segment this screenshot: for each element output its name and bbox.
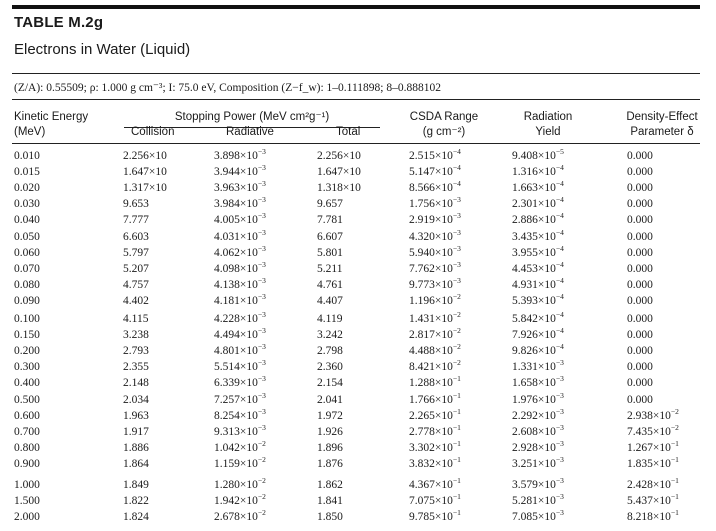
table-row: [0, 422, 716, 439]
cell-density-effect: $2.428\times 10^{-1}$: [627, 476, 679, 491]
cell-kinetic-energy: 0.040: [14, 214, 40, 227]
table-row: [0, 195, 716, 211]
cell-radiation-yield: $2.292\times 10^{-3}$: [512, 406, 564, 422]
cell-kinetic-energy: 0.070: [14, 262, 40, 275]
cell-density-effect: 0.000: [627, 345, 653, 358]
cell-radiative: $1.042\times 10^{-2}$: [214, 438, 266, 454]
cell-kinetic-energy: 0.200: [14, 345, 40, 358]
cell-csda-range: $4.488\times 10^{-2}$: [409, 342, 461, 358]
cell-density-effect: 0.000: [627, 198, 653, 211]
header-total: Total: [336, 126, 361, 138]
cell-collision: 4.115: [123, 313, 149, 325]
table-row: [0, 147, 716, 163]
cell-density-effect: $2.938\times 10^{-2}$: [627, 406, 679, 422]
cell-density-effect: $1.267\times 10^{-1}$: [627, 438, 679, 454]
cell-density-effect: $7.435\times 10^{-2}$: [627, 422, 679, 438]
cell-total: 6.607: [317, 230, 343, 243]
header-radiative: Radiative: [226, 126, 274, 138]
cell-total: 1.862: [317, 479, 343, 491]
cell-csda-range: $1.196\times 10^{-2}$: [409, 291, 461, 307]
cell-csda-range: $7.075\times 10^{-1}$: [409, 492, 461, 508]
table-subtitle: Electrons in Water (Liquid): [14, 41, 191, 58]
cell-radiative: $6.339\times 10^{-3}$: [214, 374, 266, 390]
cell-radiation-yield: $5.393\times 10^{-4}$: [512, 291, 564, 307]
cell-density-effect: 0.000: [627, 377, 653, 390]
cell-density-effect: 0.000: [627, 246, 653, 259]
cell-radiative: $5.514\times 10^{-3}$: [214, 358, 266, 374]
cell-kinetic-energy: 0.090: [14, 294, 40, 307]
cell-density-effect: 0.000: [627, 182, 653, 195]
table-row: [0, 227, 716, 244]
table-row: [0, 438, 716, 455]
cell-kinetic-energy: 0.150: [14, 329, 40, 342]
cell-radiative: $7.257\times 10^{-3}$: [214, 390, 266, 406]
cell-csda-range: $9.785\times 10^{-1}$: [409, 508, 461, 524]
cell-density-effect: 0.000: [627, 294, 653, 307]
cell-total: 7.781: [317, 214, 343, 227]
cell-collision: 5.797: [123, 246, 149, 259]
cell-kinetic-energy: 0.300: [14, 361, 40, 374]
cell-total: 1.876: [317, 457, 343, 470]
cell-collision: 1.917: [123, 425, 149, 438]
cell-collision: 2.256×10: [123, 150, 167, 162]
cell-total: 2.256×10: [317, 150, 361, 162]
table-row: [0, 179, 716, 195]
table-row: [0, 211, 716, 227]
cell-kinetic-energy: 0.100: [14, 313, 40, 325]
cell-csda-range: $4.320\times 10^{-3}$: [409, 227, 461, 243]
table-row: [0, 454, 716, 471]
cell-radiative: $1.280\times 10^{-2}$: [214, 476, 266, 491]
cell-csda-range: $1.288\times 10^{-1}$: [409, 374, 461, 390]
cell-radiation-yield: $9.408\times 10^{-5}$: [512, 147, 564, 162]
cell-kinetic-energy: 0.060: [14, 246, 40, 259]
table-row: [0, 163, 716, 179]
cell-kinetic-energy: 0.900: [14, 457, 40, 470]
cell-kinetic-energy: 0.400: [14, 377, 40, 390]
cell-radiative: $4.098\times 10^{-3}$: [214, 259, 266, 275]
cell-radiation-yield: $2.608\times 10^{-3}$: [512, 422, 564, 438]
table-row: [0, 291, 716, 308]
header-kinetic-energy: [14, 110, 88, 140]
cell-radiation-yield: $1.663\times 10^{-4}$: [512, 179, 564, 195]
cell-collision: 4.757: [123, 278, 149, 291]
cell-csda-range: $2.778\times 10^{-1}$: [409, 422, 461, 438]
cell-csda-range: $2.817\times 10^{-2}$: [409, 326, 461, 342]
cell-radiation-yield: $2.301\times 10^{-4}$: [512, 195, 564, 211]
cell-collision: 1.849: [123, 479, 149, 491]
cell-radiation-yield: $3.955\times 10^{-4}$: [512, 243, 564, 259]
table-row: [0, 476, 716, 492]
table-row: [0, 406, 716, 423]
cell-density-effect: 0.000: [627, 262, 653, 275]
cell-total: 1.896: [317, 441, 343, 454]
cell-radiation-yield: $7.926\times 10^{-4}$: [512, 326, 564, 342]
cell-kinetic-energy: 0.050: [14, 230, 40, 243]
header-radiation-yield-line1: Radiation: [523, 111, 573, 123]
cell-collision: 1.317×10: [123, 182, 167, 195]
cell-radiative: $3.944\times 10^{-3}$: [214, 163, 266, 179]
header-csda: [404, 110, 484, 140]
cell-total: 1.850: [317, 511, 343, 524]
cell-total: 4.119: [317, 313, 343, 325]
cell-csda-range: $2.515\times 10^{-4}$: [409, 147, 461, 162]
cell-total: 4.761: [317, 278, 343, 291]
cell-radiation-yield: $2.928\times 10^{-3}$: [512, 438, 564, 454]
cell-kinetic-energy: 1.000: [14, 479, 40, 491]
table-row: [0, 342, 716, 358]
cell-radiative: $2.678\times 10^{-2}$: [214, 508, 266, 524]
cell-density-effect: 0.000: [627, 230, 653, 243]
cell-total: 1.972: [317, 409, 343, 422]
cell-density-effect: 0.000: [627, 166, 653, 179]
cell-csda-range: $3.302\times 10^{-1}$: [409, 438, 461, 454]
cell-radiation-yield: $5.281\times 10^{-3}$: [512, 492, 564, 508]
cell-radiative: $4.181\times 10^{-3}$: [214, 291, 266, 307]
cell-kinetic-energy: 0.010: [14, 150, 40, 162]
cell-kinetic-energy: 0.800: [14, 441, 40, 454]
cell-radiative: $4.801\times 10^{-3}$: [214, 342, 266, 358]
cell-collision: 2.793: [123, 345, 149, 358]
table-row: [0, 243, 716, 260]
cell-radiation-yield: $2.886\times 10^{-4}$: [512, 211, 564, 227]
cell-csda-range: $5.940\times 10^{-3}$: [409, 243, 461, 259]
cell-density-effect: 0.000: [627, 329, 653, 342]
cell-csda-range: $5.147\times 10^{-4}$: [409, 163, 461, 179]
cell-total: 1.318×10: [317, 182, 361, 195]
cell-csda-range: $8.566\times 10^{-4}$: [409, 179, 461, 195]
cell-csda-range: $1.756\times 10^{-3}$: [409, 195, 461, 211]
cell-kinetic-energy: 2.000: [14, 511, 40, 524]
cell-collision: 2.148: [123, 377, 149, 390]
cell-kinetic-energy: 0.080: [14, 278, 40, 291]
header-csda-line1: CSDA Range: [409, 111, 479, 123]
cell-collision: 4.402: [123, 294, 149, 307]
cell-density-effect: 0.000: [627, 361, 653, 374]
cell-density-effect: 0.000: [627, 393, 653, 406]
table-row: [0, 492, 716, 508]
cell-radiative: $4.062\times 10^{-3}$: [214, 243, 266, 259]
cell-total: 5.211: [317, 262, 343, 275]
cell-csda-range: $9.773\times 10^{-3}$: [409, 275, 461, 291]
cell-total: 3.242: [317, 329, 343, 342]
cell-density-effect: $5.437\times 10^{-1}$: [627, 492, 679, 508]
cell-total: 2.041: [317, 393, 343, 406]
cell-kinetic-energy: 0.015: [14, 166, 40, 179]
header-radiation-yield: [508, 110, 588, 140]
cell-radiation-yield: $1.316\times 10^{-4}$: [512, 163, 564, 179]
cell-radiation-yield: $3.579\times 10^{-3}$: [512, 476, 564, 491]
cell-total: 2.360: [317, 361, 343, 374]
cell-kinetic-energy: 0.700: [14, 425, 40, 438]
table-row: [0, 275, 716, 292]
table-row: [0, 508, 716, 524]
rule-below-header: [12, 143, 700, 144]
cell-radiative: $4.005\times 10^{-3}$: [214, 211, 266, 227]
cell-radiative: $3.984\times 10^{-3}$: [214, 195, 266, 211]
header-density-effect-line1: Density-Effect: [626, 111, 698, 123]
header-density-effect-line2: Parameter δ: [630, 126, 694, 138]
header-csda-line2: (g cm⁻²): [422, 126, 466, 138]
cell-csda-range: $1.766\times 10^{-1}$: [409, 390, 461, 406]
header-collision: Collision: [131, 126, 175, 138]
cell-radiative: $4.494\times 10^{-3}$: [214, 326, 266, 342]
cell-csda-range: $4.367\times 10^{-1}$: [409, 476, 461, 491]
cell-radiation-yield: $4.453\times 10^{-4}$: [512, 259, 564, 275]
rule-below-params: [12, 99, 700, 100]
cell-radiative: $4.138\times 10^{-3}$: [214, 275, 266, 291]
cell-radiation-yield: $3.251\times 10^{-3}$: [512, 454, 564, 470]
cell-collision: 1.647×10: [123, 166, 167, 179]
cell-collision: 2.034: [123, 393, 149, 406]
cell-radiation-yield: $7.085\times 10^{-3}$: [512, 508, 564, 524]
cell-collision: 2.355: [123, 361, 149, 374]
cell-collision: 1.886: [123, 441, 149, 454]
cell-radiative: $9.313\times 10^{-3}$: [214, 422, 266, 438]
table-row: [0, 390, 716, 407]
cell-collision: 5.207: [123, 262, 149, 275]
cell-collision: 1.963: [123, 409, 149, 422]
cell-radiative: $4.031\times 10^{-3}$: [214, 227, 266, 243]
cell-radiative: $1.159\times 10^{-2}$: [214, 454, 266, 470]
cell-total: 9.657: [317, 198, 343, 211]
header-density-effect: [616, 110, 708, 140]
cell-csda-range: $7.762\times 10^{-3}$: [409, 259, 461, 275]
rule-above-params: [12, 73, 700, 74]
cell-density-effect: 0.000: [627, 150, 653, 162]
cell-collision: 1.824: [123, 511, 149, 524]
cell-density-effect: $8.218\times 10^{-1}$: [627, 508, 679, 524]
cell-csda-range: $3.832\times 10^{-1}$: [409, 454, 461, 470]
cell-total: 2.798: [317, 345, 343, 358]
cell-radiation-yield: $1.976\times 10^{-3}$: [512, 390, 564, 406]
table-row: [0, 310, 716, 326]
cell-radiation-yield: $1.658\times 10^{-3}$: [512, 374, 564, 390]
cell-radiation-yield: $3.435\times 10^{-4}$: [512, 227, 564, 243]
cell-csda-range: $8.421\times 10^{-2}$: [409, 358, 461, 374]
header-kinetic-energy-line1: Kinetic Energy: [14, 111, 89, 123]
cell-collision: 3.238: [123, 329, 149, 342]
cell-collision: 7.777: [123, 214, 149, 227]
cell-radiative: $3.898\times 10^{-3}$: [214, 147, 266, 162]
cell-kinetic-energy: 0.020: [14, 182, 40, 195]
cell-radiation-yield: $9.826\times 10^{-4}$: [512, 342, 564, 358]
cell-kinetic-energy: 1.500: [14, 495, 40, 508]
table-title: TABLE M.2g: [14, 14, 104, 31]
cell-total: 1.841: [317, 495, 343, 508]
table-row: [0, 259, 716, 276]
cell-radiative: $8.254\times 10^{-3}$: [214, 406, 266, 422]
cell-radiation-yield: $5.842\times 10^{-4}$: [512, 310, 564, 325]
cell-collision: 6.603: [123, 230, 149, 243]
material-parameters: (Z/A): 0.55509; ρ: 1.000 g cm⁻³; I: 75.0 eV, Composition (Z−f_w): 1–0.111898; 8–0.888102: [14, 82, 441, 94]
cell-radiation-yield: $1.331\times 10^{-3}$: [512, 358, 564, 374]
table-row: [0, 326, 716, 342]
header-radiation-yield-line2: Yield: [535, 126, 561, 138]
cell-csda-range: $2.919\times 10^{-3}$: [409, 211, 461, 227]
cell-total: 1.926: [317, 425, 343, 438]
cell-kinetic-energy: 0.600: [14, 409, 40, 422]
cell-radiative: $4.228\times 10^{-3}$: [214, 310, 266, 325]
cell-collision: 1.864: [123, 457, 149, 470]
cell-collision: 1.822: [123, 495, 149, 508]
header-stopping-power: Stopping Power (MeV cm²g⁻¹): [174, 111, 330, 123]
cell-radiative: $1.942\times 10^{-2}$: [214, 492, 266, 508]
header-kinetic-energy-line2: (MeV): [14, 126, 46, 138]
cell-kinetic-energy: 0.500: [14, 393, 40, 406]
cell-total: 4.407: [317, 294, 343, 307]
top-rule: [12, 5, 700, 9]
cell-radiation-yield: $4.931\times 10^{-4}$: [512, 275, 564, 291]
table-row: [0, 358, 716, 374]
cell-total: 5.801: [317, 246, 343, 259]
cell-density-effect: 0.000: [627, 214, 653, 227]
cell-collision: 9.653: [123, 198, 149, 211]
cell-kinetic-energy: 0.030: [14, 198, 40, 211]
table-row: [0, 374, 716, 390]
cell-density-effect: 0.000: [627, 278, 653, 291]
cell-csda-range: $2.265\times 10^{-1}$: [409, 406, 461, 422]
cell-total: 1.647×10: [317, 166, 361, 179]
cell-density-effect: $1.835\times 10^{-1}$: [627, 454, 679, 470]
cell-csda-range: $1.431\times 10^{-2}$: [409, 310, 461, 325]
cell-total: 2.154: [317, 377, 343, 390]
cell-radiative: $3.963\times 10^{-3}$: [214, 179, 266, 195]
cell-density-effect: 0.000: [627, 313, 653, 325]
